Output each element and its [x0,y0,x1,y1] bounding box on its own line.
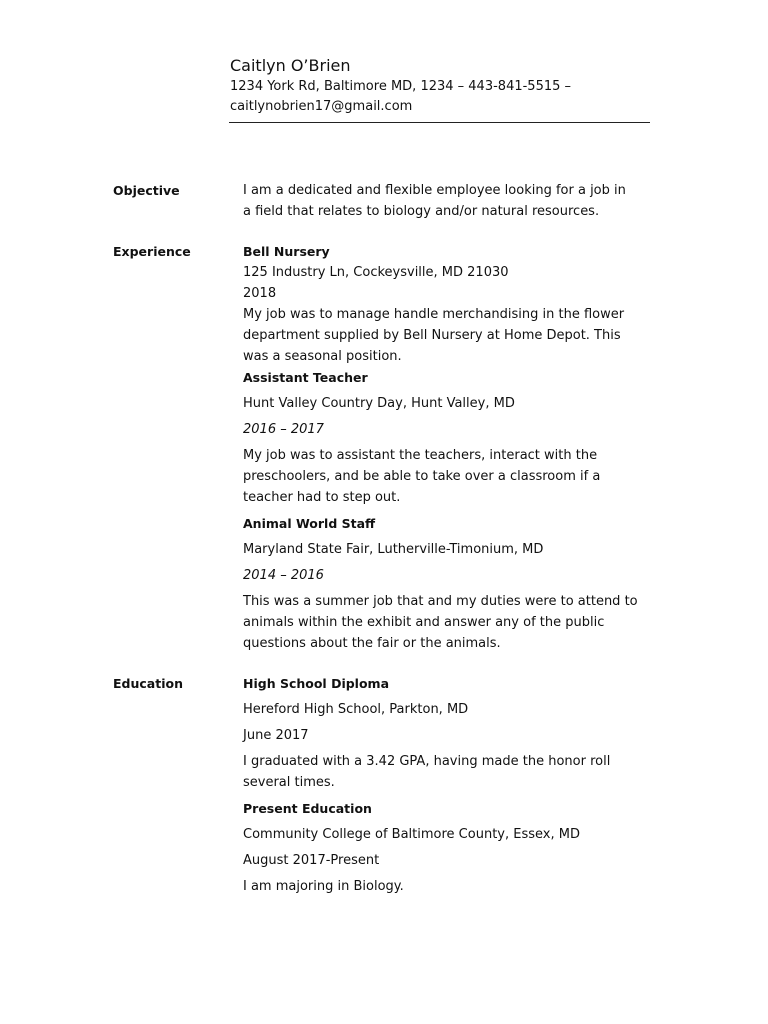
job-dates: 2018 [243,286,277,301]
job-title: Assistant Teacher [243,370,368,385]
job-desc-line: My job was to assistant the teachers, interact with the [243,448,598,463]
job-entry [243,513,653,654]
education-dates: August 2017-Present [243,853,380,868]
education-desc-line: several times. [243,775,335,790]
job-desc-line: questions about the fair or the animals. [243,636,501,651]
objective-text [243,180,653,222]
contact-email: caitlynobrien17@gmail.com [230,99,413,114]
job-desc-line: My job was to manage handle merchandising in the flower [243,307,625,322]
education-title: Present Education [243,801,372,816]
job-entry [243,241,653,367]
job-dates: 2014 – 2016 [243,568,324,583]
objective-line: I am a dedicated and flexible employee looking for a job in [243,183,626,198]
education-entry [243,798,653,897]
education-school: Hereford High School, Parkton, MD [243,702,469,717]
job-desc-line: This was a summer job that and my duties were to attend to [243,594,638,609]
job-desc-line: animals within the exhibit and answer any of the public [243,615,605,630]
job-entry [243,367,653,508]
job-dates: 2016 – 2017 [243,422,324,437]
experience-body [243,241,653,654]
job-desc-line: teacher had to step out. [243,490,401,505]
job-location: 125 Industry Ln, Cockeysville, MD 21030 [243,265,509,280]
education-desc-line: I graduated with a 3.42 GPA, having made the honor roll [243,754,611,769]
contact-line-1: 1234 York Rd, Baltimore MD, 1234 – 443-841-5515 – [230,79,572,94]
job-location: Maryland State Fair, Lutherville-Timonium, MD [243,542,544,557]
education-body [243,673,653,897]
job-desc-line: department supplied by Bell Nursery at Home Depot. This [243,328,621,343]
job-title: Animal World Staff [243,516,376,531]
objective-line: a field that relates to biology and/or natural resources. [243,204,600,219]
education-desc-line: I am majoring in Biology. [243,879,404,894]
header-divider [229,122,650,123]
job-title: Bell Nursery [243,244,330,259]
experience-label: Experience [113,244,191,259]
education-title: High School Diploma [243,676,390,691]
education-label: Education [113,676,183,691]
objective-label: Objective [113,183,180,198]
job-desc-line: preschoolers, and be able to take over a classroom if a [243,469,601,484]
education-entry [243,673,653,793]
applicant-name: Caitlyn O’Brien [230,56,351,75]
education-school: Community College of Baltimore County, Essex, MD [243,827,580,842]
job-desc-line: was a seasonal position. [243,349,402,364]
job-location: Hunt Valley Country Day, Hunt Valley, MD [243,396,515,411]
education-dates: June 2017 [243,728,309,743]
resume-header [230,56,650,116]
